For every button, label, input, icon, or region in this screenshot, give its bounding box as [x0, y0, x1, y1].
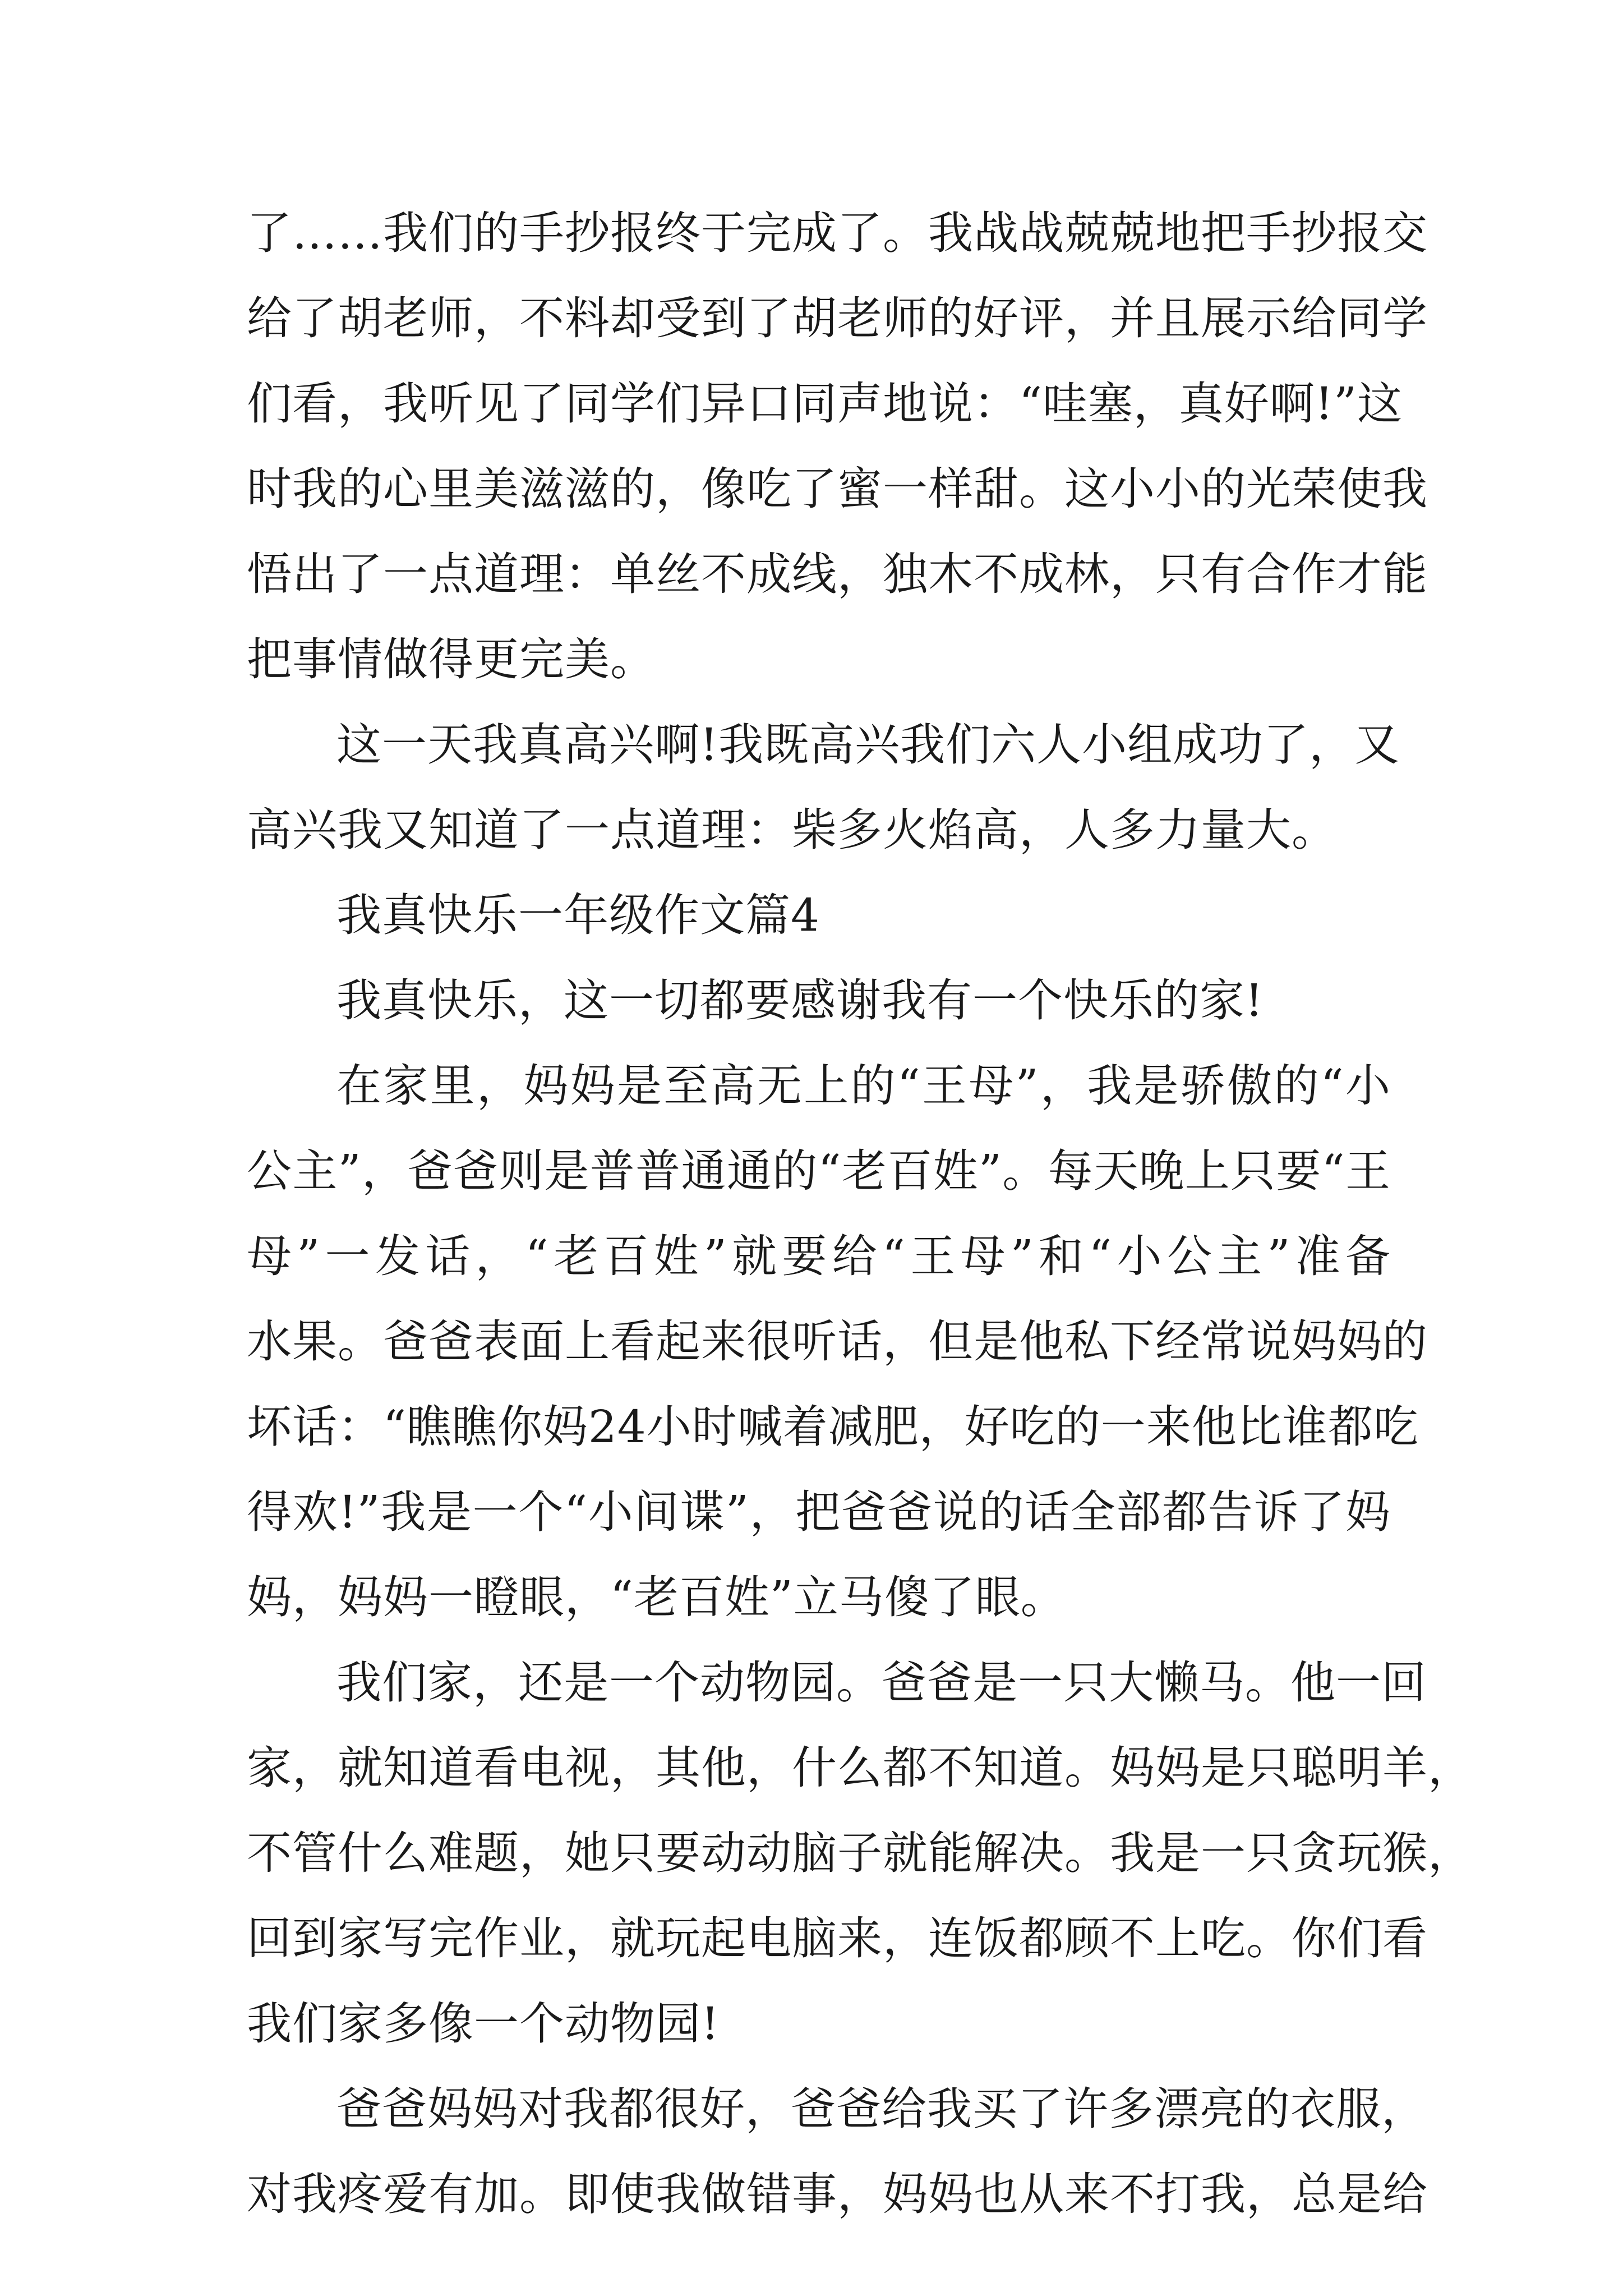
text-line: 把事情做得更完美。 — [247, 633, 656, 685]
text-line: 不管什么难题，她只要动动脑子就能解决。我是一只贪玩猴， — [247, 1827, 1473, 1879]
text-line: 时我的心里美滋滋的，像吃了蜜一样甜。这小小的光荣使我 — [247, 463, 1428, 515]
text-line: 公主”，爸爸则是普普通通的“老百姓”。每天晚上只要“王 — [247, 1145, 1391, 1197]
text-line: 高兴我又知道了一点道理：柴多火焰高，人多力量大。 — [247, 804, 1337, 856]
text-line: 我们家多像一个动物园! — [247, 1998, 720, 2050]
text-line: 坏话：“瞧瞧你妈24小时喊着减肥，好吃的一来他比谁都吃 — [247, 1401, 1419, 1453]
text-line: 母”一发话，“老百姓”就要给“王母”和“小公主”准备 — [247, 1230, 1391, 1282]
text-line: 了……我们的手抄报终于完成了。我战战兢兢地把手抄报交 — [247, 207, 1428, 259]
text-line: 得欢!”我是一个“小间谍”，把爸爸说的话全部都告诉了妈 — [247, 1486, 1391, 1538]
paragraph-first-line: 这一天我真高兴啊!我既高兴我们六人小组成功了，又 — [336, 719, 1400, 771]
text-line: 妈，妈妈一瞪眼，“老百姓”立马傻了眼。 — [247, 1571, 1066, 1623]
paragraph-first-line: 我真快乐一年级作文篇4 — [336, 889, 820, 941]
paragraph-first-line: 在家里，妈妈是至高无上的“王母”，我是骄傲的“小 — [336, 1060, 1391, 1112]
text-line: 给了胡老师，不料却受到了胡老师的好评，并且展示给同学 — [247, 292, 1428, 344]
text-line: 水果。爸爸表面上看起来很听话，但是他私下经常说妈妈的 — [247, 1315, 1428, 1368]
text-line: 家，就知道看电视，其他，什么都不知道。妈妈是只聪明羊， — [247, 1742, 1473, 1794]
paragraph-first-line: 我真快乐，这一切都要感谢我有一个快乐的家! — [336, 974, 1264, 1027]
text-line: 们看，我听见了同学们异口同声地说：“哇塞，真好啊!”这 — [247, 378, 1403, 430]
text-line: 悟出了一点道理：单丝不成线，独木不成林，只有合作才能 — [247, 548, 1428, 600]
paragraph-first-line: 爸爸妈妈对我都很好，爸爸给我买了许多漂亮的衣服， — [336, 2083, 1427, 2135]
text-line: 对我疼爱有加。即使我做错事，妈妈也从来不打我，总是给 — [247, 2168, 1428, 2220]
paragraph-first-line: 我们家，还是一个动物园。爸爸是一只大懒马。他一回 — [336, 1657, 1427, 1709]
document-body — [247, 191, 1473, 2237]
text-line: 回到家写完作业，就玩起电脑来，连饭都顾不上吃。你们看 — [247, 1912, 1428, 1964]
